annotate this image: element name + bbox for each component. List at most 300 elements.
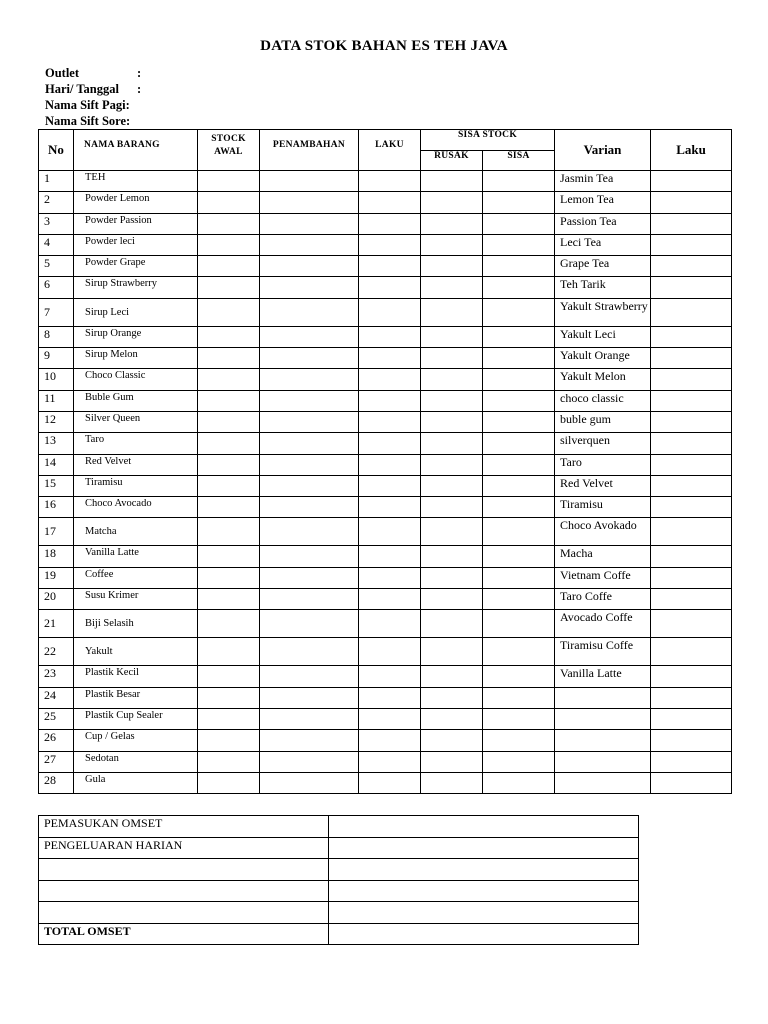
row-stock-awal bbox=[198, 610, 260, 638]
field-outlet bbox=[45, 65, 141, 81]
row-laku-varian bbox=[651, 546, 732, 567]
row-rusak bbox=[421, 638, 483, 666]
table-row bbox=[39, 687, 732, 708]
table-row bbox=[39, 666, 732, 687]
row-stock-awal bbox=[198, 751, 260, 772]
row-varian: Vanilla Latte bbox=[555, 666, 651, 687]
header-varian: Varian bbox=[555, 130, 651, 171]
row-rusak bbox=[421, 666, 483, 687]
row-varian: buble gum bbox=[555, 411, 651, 432]
row-rusak bbox=[421, 610, 483, 638]
row-varian: Passion Tea bbox=[555, 213, 651, 234]
row-no: 8 bbox=[39, 326, 74, 347]
row-sisa bbox=[483, 518, 555, 546]
row-varian: Lemon Tea bbox=[555, 192, 651, 213]
table-row bbox=[39, 348, 732, 369]
header-nama-barang: NAMA BARANG bbox=[74, 130, 198, 171]
row-sisa bbox=[483, 751, 555, 772]
row-varian: Avocado Coffe bbox=[555, 610, 651, 638]
row-no: 23 bbox=[39, 666, 74, 687]
field-label: Hari/ Tanggal bbox=[45, 82, 119, 96]
row-stock-awal bbox=[198, 730, 260, 751]
table-row bbox=[39, 390, 732, 411]
omset-label: TOTAL OMSET bbox=[39, 923, 329, 945]
row-laku-varian bbox=[651, 589, 732, 610]
row-sisa bbox=[483, 171, 555, 192]
row-penambahan bbox=[260, 730, 359, 751]
row-varian: Teh Tarik bbox=[555, 277, 651, 298]
row-stock-awal bbox=[198, 546, 260, 567]
row-no: 24 bbox=[39, 687, 74, 708]
row-sisa bbox=[483, 348, 555, 369]
row-sisa bbox=[483, 772, 555, 793]
row-item: Powder leci bbox=[74, 234, 198, 255]
row-varian: Yakult Orange bbox=[555, 348, 651, 369]
row-varian: Leci Tea bbox=[555, 234, 651, 255]
row-laku-varian bbox=[651, 610, 732, 638]
row-penambahan bbox=[260, 192, 359, 213]
row-sisa bbox=[483, 497, 555, 518]
table-row bbox=[39, 192, 732, 213]
table-row bbox=[39, 234, 732, 255]
row-laku bbox=[359, 638, 421, 666]
row-laku-varian bbox=[651, 192, 732, 213]
row-stock-awal bbox=[198, 256, 260, 277]
header-stock-awal bbox=[198, 130, 260, 171]
row-rusak bbox=[421, 454, 483, 475]
row-rusak bbox=[421, 751, 483, 772]
row-laku bbox=[359, 411, 421, 432]
row-rusak bbox=[421, 497, 483, 518]
row-item: Sirup Melon bbox=[74, 348, 198, 369]
table-row bbox=[39, 433, 732, 454]
row-laku bbox=[359, 589, 421, 610]
row-varian bbox=[555, 751, 651, 772]
row-laku-varian bbox=[651, 475, 732, 496]
row-stock-awal bbox=[198, 390, 260, 411]
row-no: 3 bbox=[39, 213, 74, 234]
row-no: 22 bbox=[39, 638, 74, 666]
row-no: 13 bbox=[39, 433, 74, 454]
row-laku bbox=[359, 751, 421, 772]
row-sisa bbox=[483, 433, 555, 454]
row-laku bbox=[359, 433, 421, 454]
row-sisa bbox=[483, 256, 555, 277]
row-no: 10 bbox=[39, 369, 74, 390]
row-no: 20 bbox=[39, 589, 74, 610]
row-laku-varian bbox=[651, 751, 732, 772]
row-penambahan bbox=[260, 497, 359, 518]
omset-label: PEMASUKAN OMSET bbox=[39, 816, 329, 838]
header-stock-awal-line2: AWAL bbox=[214, 147, 243, 157]
row-stock-awal bbox=[198, 567, 260, 588]
row-rusak bbox=[421, 213, 483, 234]
row-item: Susu Krimer bbox=[74, 589, 198, 610]
header-no: No bbox=[39, 130, 74, 171]
row-laku bbox=[359, 687, 421, 708]
row-penambahan bbox=[260, 171, 359, 192]
row-laku bbox=[359, 708, 421, 729]
row-rusak bbox=[421, 171, 483, 192]
row-no: 14 bbox=[39, 454, 74, 475]
table-row bbox=[39, 277, 732, 298]
table-row bbox=[39, 454, 732, 475]
table-row bbox=[39, 638, 732, 666]
omset-row-total bbox=[39, 923, 639, 945]
row-varian bbox=[555, 730, 651, 751]
field-label: Nama Sift Pagi bbox=[45, 98, 126, 112]
omset-row-blank bbox=[39, 859, 639, 881]
field-sift-sore bbox=[45, 113, 141, 129]
row-item: Buble Gum bbox=[74, 390, 198, 411]
row-stock-awal bbox=[198, 411, 260, 432]
row-no: 6 bbox=[39, 277, 74, 298]
row-laku-varian bbox=[651, 411, 732, 432]
row-sisa bbox=[483, 589, 555, 610]
row-stock-awal bbox=[198, 772, 260, 793]
stock-table-body bbox=[39, 171, 732, 794]
table-row bbox=[39, 497, 732, 518]
omset-row-pemasukan bbox=[39, 816, 639, 838]
omset-value bbox=[329, 837, 639, 859]
row-laku-varian bbox=[651, 518, 732, 546]
row-stock-awal bbox=[198, 687, 260, 708]
row-rusak bbox=[421, 277, 483, 298]
row-rusak bbox=[421, 411, 483, 432]
row-no: 7 bbox=[39, 298, 74, 326]
row-rusak bbox=[421, 567, 483, 588]
row-laku bbox=[359, 390, 421, 411]
row-sisa bbox=[483, 567, 555, 588]
row-varian: Grape Tea bbox=[555, 256, 651, 277]
row-laku bbox=[359, 277, 421, 298]
row-laku-varian bbox=[651, 638, 732, 666]
row-no: 15 bbox=[39, 475, 74, 496]
row-varian bbox=[555, 772, 651, 793]
row-no: 11 bbox=[39, 390, 74, 411]
row-rusak bbox=[421, 298, 483, 326]
row-laku bbox=[359, 666, 421, 687]
table-row bbox=[39, 546, 732, 567]
row-rusak bbox=[421, 390, 483, 411]
row-laku-varian bbox=[651, 666, 732, 687]
field-hari-tanggal bbox=[45, 81, 141, 97]
row-no: 25 bbox=[39, 708, 74, 729]
row-varian: Macha bbox=[555, 546, 651, 567]
table-row bbox=[39, 730, 732, 751]
row-penambahan bbox=[260, 348, 359, 369]
row-penambahan bbox=[260, 298, 359, 326]
row-penambahan bbox=[260, 518, 359, 546]
row-sisa bbox=[483, 475, 555, 496]
row-stock-awal bbox=[198, 589, 260, 610]
row-item: Plastik Kecil bbox=[74, 666, 198, 687]
omset-row-pengeluaran bbox=[39, 837, 639, 859]
row-varian: Yakult Leci bbox=[555, 326, 651, 347]
table-row bbox=[39, 171, 732, 192]
header-sisa-stock: SISA STOCK bbox=[421, 130, 555, 151]
row-penambahan bbox=[260, 475, 359, 496]
row-sisa bbox=[483, 730, 555, 751]
row-sisa bbox=[483, 390, 555, 411]
row-stock-awal bbox=[198, 497, 260, 518]
row-rusak bbox=[421, 730, 483, 751]
header-sisa: SISA bbox=[483, 151, 555, 171]
row-no: 12 bbox=[39, 411, 74, 432]
row-sisa bbox=[483, 234, 555, 255]
row-laku bbox=[359, 454, 421, 475]
row-laku-varian bbox=[651, 277, 732, 298]
row-varian: Taro bbox=[555, 454, 651, 475]
row-stock-awal bbox=[198, 638, 260, 666]
field-colon: : bbox=[126, 114, 131, 128]
row-item: Gula bbox=[74, 772, 198, 793]
row-rusak bbox=[421, 546, 483, 567]
row-laku bbox=[359, 298, 421, 326]
row-varian: Yakult Strawberry bbox=[555, 298, 651, 326]
row-item: Sirup Orange bbox=[74, 326, 198, 347]
row-laku-varian bbox=[651, 326, 732, 347]
row-laku bbox=[359, 567, 421, 588]
omset-value bbox=[329, 880, 639, 902]
omset-label: PENGELUARAN HARIAN bbox=[39, 837, 329, 859]
row-penambahan bbox=[260, 454, 359, 475]
row-item: Yakult bbox=[74, 638, 198, 666]
omset-label bbox=[39, 902, 329, 924]
row-sisa bbox=[483, 277, 555, 298]
row-stock-awal bbox=[198, 234, 260, 255]
row-laku bbox=[359, 546, 421, 567]
row-item: Choco Avocado bbox=[74, 497, 198, 518]
row-stock-awal bbox=[198, 369, 260, 390]
row-penambahan bbox=[260, 708, 359, 729]
row-no: 2 bbox=[39, 192, 74, 213]
row-laku-varian bbox=[651, 348, 732, 369]
row-penambahan bbox=[260, 390, 359, 411]
omset-value bbox=[329, 923, 639, 945]
row-stock-awal bbox=[198, 277, 260, 298]
row-laku bbox=[359, 475, 421, 496]
row-stock-awal bbox=[198, 708, 260, 729]
row-laku-varian bbox=[651, 171, 732, 192]
table-row bbox=[39, 298, 732, 326]
row-laku-varian bbox=[651, 256, 732, 277]
omset-value bbox=[329, 859, 639, 881]
field-label: Outlet bbox=[45, 66, 80, 80]
page-title: DATA STOK BAHAN ES TEH JAVA bbox=[260, 38, 508, 54]
row-laku-varian bbox=[651, 369, 732, 390]
row-item: Sedotan bbox=[74, 751, 198, 772]
omset-value bbox=[329, 902, 639, 924]
omset-value bbox=[329, 816, 639, 838]
header-rusak: RUSAK bbox=[421, 151, 483, 171]
table-row bbox=[39, 610, 732, 638]
row-rusak bbox=[421, 192, 483, 213]
row-item: Biji Selasih bbox=[74, 610, 198, 638]
row-laku-varian bbox=[651, 454, 732, 475]
header-laku-varian: Laku bbox=[651, 130, 732, 171]
row-sisa bbox=[483, 666, 555, 687]
row-laku bbox=[359, 518, 421, 546]
row-laku bbox=[359, 497, 421, 518]
table-row bbox=[39, 589, 732, 610]
row-no: 18 bbox=[39, 546, 74, 567]
row-laku-varian bbox=[651, 390, 732, 411]
row-rusak bbox=[421, 589, 483, 610]
row-item: TEH bbox=[74, 171, 198, 192]
row-penambahan bbox=[260, 369, 359, 390]
table-row bbox=[39, 751, 732, 772]
row-item: Red Velvet bbox=[74, 454, 198, 475]
row-laku bbox=[359, 326, 421, 347]
row-varian: Jasmin Tea bbox=[555, 171, 651, 192]
row-rusak bbox=[421, 518, 483, 546]
row-stock-awal bbox=[198, 454, 260, 475]
header-penambahan: PENAMBAHAN bbox=[260, 130, 359, 171]
row-penambahan bbox=[260, 751, 359, 772]
row-varian bbox=[555, 708, 651, 729]
row-varian: Choco Avokado bbox=[555, 518, 651, 546]
table-row bbox=[39, 772, 732, 793]
header-stock-awal-line1: STOCK bbox=[211, 134, 246, 144]
table-row bbox=[39, 213, 732, 234]
row-item: Choco Classic bbox=[74, 369, 198, 390]
row-laku-varian bbox=[651, 708, 732, 729]
row-varian: silverquen bbox=[555, 433, 651, 454]
row-no: 1 bbox=[39, 171, 74, 192]
row-stock-awal bbox=[198, 213, 260, 234]
row-rusak bbox=[421, 475, 483, 496]
row-item: Powder Grape bbox=[74, 256, 198, 277]
row-no: 21 bbox=[39, 610, 74, 638]
row-rusak bbox=[421, 433, 483, 454]
row-laku bbox=[359, 610, 421, 638]
stock-table bbox=[38, 129, 732, 794]
row-rusak bbox=[421, 772, 483, 793]
row-stock-awal bbox=[198, 475, 260, 496]
row-sisa bbox=[483, 687, 555, 708]
row-penambahan bbox=[260, 638, 359, 666]
row-varian: Vietnam Coffe bbox=[555, 567, 651, 588]
row-penambahan bbox=[260, 610, 359, 638]
field-colon: : bbox=[125, 98, 130, 112]
row-laku-varian bbox=[651, 730, 732, 751]
header-laku: LAKU bbox=[359, 130, 421, 171]
row-stock-awal bbox=[198, 171, 260, 192]
row-penambahan bbox=[260, 256, 359, 277]
row-sisa bbox=[483, 411, 555, 432]
row-laku bbox=[359, 256, 421, 277]
row-sisa bbox=[483, 546, 555, 567]
row-stock-awal bbox=[198, 298, 260, 326]
table-row bbox=[39, 708, 732, 729]
row-varian: Yakult Melon bbox=[555, 369, 651, 390]
field-colon: : bbox=[137, 66, 142, 80]
row-no: 28 bbox=[39, 772, 74, 793]
row-item: Plastik Cup Sealer bbox=[74, 708, 198, 729]
row-sisa bbox=[483, 192, 555, 213]
omset-table bbox=[38, 815, 639, 945]
row-no: 19 bbox=[39, 567, 74, 588]
row-laku-varian bbox=[651, 298, 732, 326]
row-no: 17 bbox=[39, 518, 74, 546]
row-laku-varian bbox=[651, 213, 732, 234]
omset-row-blank bbox=[39, 880, 639, 902]
row-rusak bbox=[421, 256, 483, 277]
row-item: Sirup Leci bbox=[74, 298, 198, 326]
row-penambahan bbox=[260, 687, 359, 708]
row-laku-varian bbox=[651, 772, 732, 793]
row-penambahan bbox=[260, 772, 359, 793]
row-no: 4 bbox=[39, 234, 74, 255]
row-stock-awal bbox=[198, 666, 260, 687]
row-penambahan bbox=[260, 589, 359, 610]
row-sisa bbox=[483, 298, 555, 326]
omset-row-blank bbox=[39, 902, 639, 924]
row-penambahan bbox=[260, 666, 359, 687]
row-laku bbox=[359, 772, 421, 793]
row-sisa bbox=[483, 610, 555, 638]
row-no: 9 bbox=[39, 348, 74, 369]
row-item: Powder Passion bbox=[74, 213, 198, 234]
row-laku bbox=[359, 171, 421, 192]
row-penambahan bbox=[260, 546, 359, 567]
row-varian: Red Velvet bbox=[555, 475, 651, 496]
row-sisa bbox=[483, 638, 555, 666]
row-laku bbox=[359, 369, 421, 390]
row-laku bbox=[359, 192, 421, 213]
table-row bbox=[39, 567, 732, 588]
row-penambahan bbox=[260, 213, 359, 234]
row-rusak bbox=[421, 234, 483, 255]
row-item: Silver Queen bbox=[74, 411, 198, 432]
field-sift-pagi bbox=[45, 97, 141, 113]
row-stock-awal bbox=[198, 433, 260, 454]
row-varian: Tiramisu bbox=[555, 497, 651, 518]
table-row bbox=[39, 475, 732, 496]
row-varian: Taro Coffe bbox=[555, 589, 651, 610]
row-laku bbox=[359, 213, 421, 234]
row-rusak bbox=[421, 687, 483, 708]
row-varian: choco classic bbox=[555, 390, 651, 411]
row-item: Coffee bbox=[74, 567, 198, 588]
row-stock-awal bbox=[198, 192, 260, 213]
row-no: 27 bbox=[39, 751, 74, 772]
row-rusak bbox=[421, 348, 483, 369]
row-sisa bbox=[483, 708, 555, 729]
row-penambahan bbox=[260, 234, 359, 255]
row-no: 16 bbox=[39, 497, 74, 518]
row-item: Tiramisu bbox=[74, 475, 198, 496]
row-item: Vanilla Latte bbox=[74, 546, 198, 567]
field-colon: : bbox=[137, 82, 142, 96]
row-laku bbox=[359, 234, 421, 255]
row-stock-awal bbox=[198, 348, 260, 369]
row-stock-awal bbox=[198, 326, 260, 347]
row-item: Taro bbox=[74, 433, 198, 454]
row-sisa bbox=[483, 326, 555, 347]
row-penambahan bbox=[260, 277, 359, 298]
row-penambahan bbox=[260, 433, 359, 454]
row-item: Matcha bbox=[74, 518, 198, 546]
row-penambahan bbox=[260, 411, 359, 432]
row-no: 26 bbox=[39, 730, 74, 751]
omset-label bbox=[39, 880, 329, 902]
header-fields bbox=[45, 65, 141, 129]
row-laku-varian bbox=[651, 567, 732, 588]
omset-label bbox=[39, 859, 329, 881]
row-stock-awal bbox=[198, 518, 260, 546]
